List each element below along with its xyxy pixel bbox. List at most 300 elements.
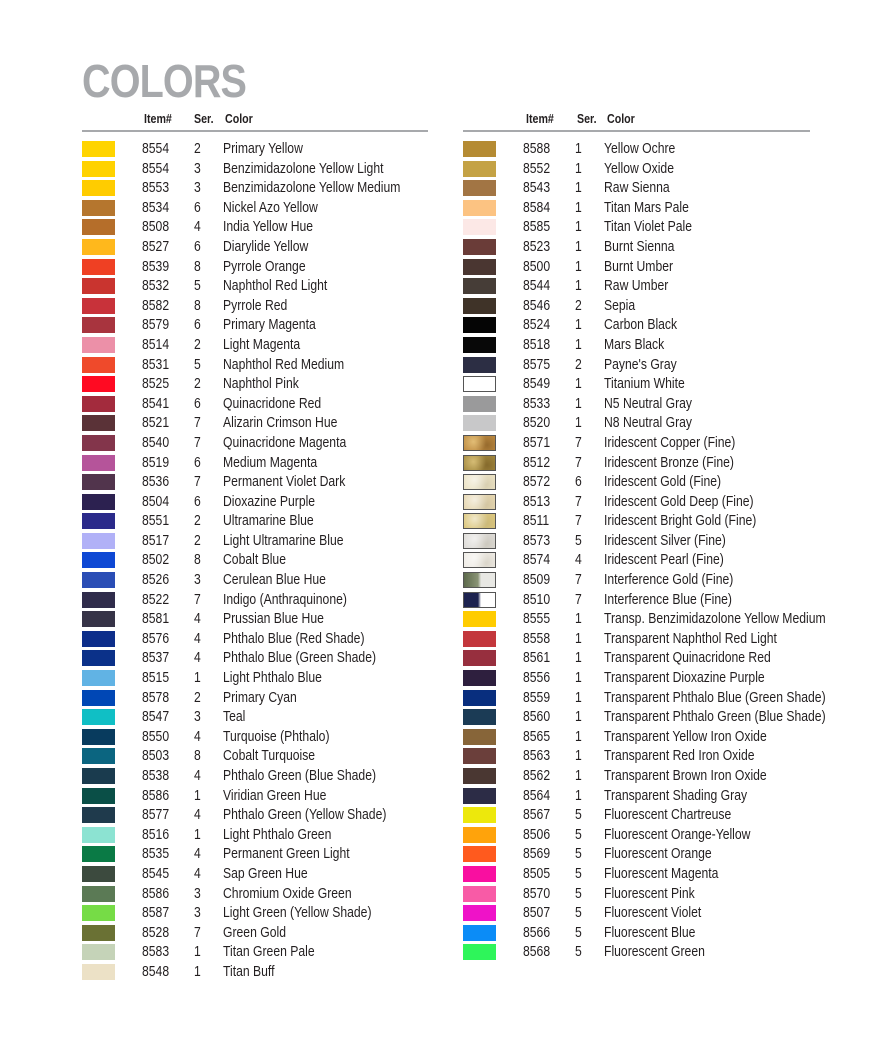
color-swatch xyxy=(82,827,115,843)
item-number: 8502 xyxy=(142,552,170,569)
item-number: 8548 xyxy=(142,963,170,980)
item-number: 8532 xyxy=(142,278,170,295)
color-name: Dioxazine Purple xyxy=(223,493,316,510)
color-name: Alizarin Crimson Hue xyxy=(223,415,338,432)
item-number: 8560 xyxy=(523,709,551,726)
color-swatch xyxy=(463,435,496,451)
item-number: 8541 xyxy=(142,395,170,412)
series-number: 5 xyxy=(194,356,201,373)
series-number: 2 xyxy=(575,356,582,373)
series-number: 7 xyxy=(575,454,582,471)
color-swatch xyxy=(82,866,115,882)
series-number: 7 xyxy=(194,591,201,608)
color-swatch xyxy=(463,533,496,549)
series-number: 5 xyxy=(575,905,582,922)
color-swatch xyxy=(82,905,115,921)
color-name: Light Ultramarine Blue xyxy=(223,532,344,549)
item-number: 8519 xyxy=(142,454,170,471)
series-number: 4 xyxy=(575,552,582,569)
color-swatch xyxy=(463,611,496,627)
item-number: 8564 xyxy=(523,787,551,804)
item-number: 8586 xyxy=(142,885,170,902)
color-name: Light Phthalo Blue xyxy=(223,670,322,687)
color-swatch xyxy=(82,611,115,627)
item-number: 8565 xyxy=(523,728,551,745)
series-number: 5 xyxy=(575,846,582,863)
item-number: 8543 xyxy=(523,180,551,197)
series-number: 1 xyxy=(575,415,582,432)
header-ser: Ser. xyxy=(194,111,214,126)
item-number: 8585 xyxy=(523,219,551,236)
series-number: 1 xyxy=(194,670,201,687)
series-number: 3 xyxy=(194,180,201,197)
color-name: Transparent Quinacridone Red xyxy=(604,650,771,667)
color-name: Medium Magenta xyxy=(223,454,318,471)
item-number: 8561 xyxy=(523,650,551,667)
color-swatch xyxy=(463,925,496,941)
series-number: 1 xyxy=(575,278,582,295)
color-name: Interference Gold (Fine) xyxy=(604,572,734,589)
color-name: Iridescent Gold (Fine) xyxy=(604,474,722,491)
color-name: Pyrrole Orange xyxy=(223,258,306,275)
color-swatch xyxy=(463,846,496,862)
series-number: 4 xyxy=(194,611,201,628)
color-swatch xyxy=(82,572,115,588)
color-swatch xyxy=(463,690,496,706)
color-swatch xyxy=(82,709,115,725)
item-number: 8549 xyxy=(523,376,551,393)
color-name: Transparent Shading Gray xyxy=(604,787,748,804)
series-number: 1 xyxy=(575,395,582,412)
color-name: Iridescent Silver (Fine) xyxy=(604,532,726,549)
color-name: Primary Cyan xyxy=(223,689,297,706)
series-number: 5 xyxy=(575,865,582,882)
series-number: 8 xyxy=(194,297,201,314)
item-number: 8563 xyxy=(523,748,551,765)
color-swatch xyxy=(463,455,496,471)
color-name: Viridian Green Hue xyxy=(223,787,327,804)
series-number: 1 xyxy=(575,238,582,255)
color-name: Iridescent Copper (Fine) xyxy=(604,434,736,451)
series-number: 1 xyxy=(575,728,582,745)
color-swatch xyxy=(463,415,496,431)
series-number: 5 xyxy=(575,924,582,941)
item-number: 8562 xyxy=(523,768,551,784)
series-number: 3 xyxy=(194,709,201,726)
table-header xyxy=(463,110,810,132)
color-name: Naphthol Red Medium xyxy=(223,356,345,373)
item-number: 8573 xyxy=(523,532,551,549)
series-number: 1 xyxy=(575,180,582,197)
item-number: 8510 xyxy=(523,591,551,608)
series-number: 1 xyxy=(194,787,201,804)
series-number: 1 xyxy=(194,944,201,961)
color-name: Diarylide Yellow xyxy=(223,238,309,255)
color-swatch xyxy=(463,317,496,333)
item-number: 8528 xyxy=(142,924,170,941)
color-name: Transparent Phthalo Green (Blue Shade) xyxy=(604,709,826,726)
series-number: 1 xyxy=(575,709,582,726)
series-number: 1 xyxy=(575,336,582,353)
color-swatch xyxy=(82,259,115,275)
color-name: Phthalo Green (Blue Shade) xyxy=(223,768,377,784)
series-number: 5 xyxy=(575,944,582,961)
color-name: Iridescent Pearl (Fine) xyxy=(604,552,724,569)
color-swatch xyxy=(463,768,496,784)
item-number: 8582 xyxy=(142,297,170,314)
color-name: Permanent Violet Dark xyxy=(223,474,346,491)
color-name: Fluorescent Violet xyxy=(604,905,702,922)
color-name: Iridescent Bright Gold (Fine) xyxy=(604,513,757,530)
color-name: Burnt Umber xyxy=(604,258,674,275)
series-number: 4 xyxy=(194,846,201,863)
series-number: 5 xyxy=(575,532,582,549)
color-name: Interference Blue (Fine) xyxy=(604,591,732,608)
color-name: Cobalt Blue xyxy=(223,552,286,569)
series-number: 1 xyxy=(575,689,582,706)
item-number: 8558 xyxy=(523,630,551,647)
color-table-left xyxy=(82,110,418,980)
item-number: 8555 xyxy=(523,611,551,628)
color-name: Phthalo Blue (Red Shade) xyxy=(223,630,365,647)
series-number: 8 xyxy=(194,552,201,569)
series-number: 6 xyxy=(194,454,201,471)
color-name: Quinacridone Magenta xyxy=(223,434,347,451)
color-name: Titan Green Pale xyxy=(223,944,315,961)
color-name: Payne's Gray xyxy=(604,356,677,373)
color-swatch xyxy=(82,788,115,804)
color-swatch xyxy=(463,161,496,177)
item-number: 8581 xyxy=(142,611,170,628)
series-number: 1 xyxy=(575,376,582,393)
item-number: 8587 xyxy=(142,905,170,922)
color-swatch xyxy=(82,729,115,745)
color-name: Indigo (Anthraquinone) xyxy=(223,591,347,608)
color-name: Fluorescent Green xyxy=(604,944,705,961)
series-number: 7 xyxy=(194,474,201,491)
item-number: 8544 xyxy=(523,278,551,295)
color-swatch xyxy=(463,807,496,823)
series-number: 6 xyxy=(194,493,201,510)
series-number: 7 xyxy=(575,434,582,451)
header-item: Item# xyxy=(144,111,172,126)
color-name: Iridescent Gold Deep (Fine) xyxy=(604,493,754,510)
item-number: 8579 xyxy=(142,317,170,334)
series-number: 6 xyxy=(194,317,201,334)
item-number: 8527 xyxy=(142,238,170,255)
color-swatch xyxy=(463,494,496,510)
color-swatch xyxy=(463,729,496,745)
item-number: 8574 xyxy=(523,552,551,569)
color-name: Titan Buff xyxy=(223,963,275,980)
color-name: Titan Mars Pale xyxy=(604,199,689,216)
color-name: Iridescent Bronze (Fine) xyxy=(604,454,734,471)
item-number: 8517 xyxy=(142,532,170,549)
color-swatch xyxy=(463,298,496,314)
series-number: 1 xyxy=(575,768,582,784)
item-number: 8526 xyxy=(142,572,170,589)
color-swatch xyxy=(82,886,115,902)
item-number: 8521 xyxy=(142,415,170,432)
color-name: Green Gold xyxy=(223,924,286,941)
series-number: 2 xyxy=(575,297,582,314)
series-number: 3 xyxy=(194,905,201,922)
series-number: 4 xyxy=(194,728,201,745)
item-number: 8535 xyxy=(142,846,170,863)
header-color: Color xyxy=(225,111,253,126)
series-number: 1 xyxy=(575,630,582,647)
color-swatch xyxy=(82,376,115,392)
color-swatch xyxy=(463,219,496,235)
color-swatch xyxy=(82,650,115,666)
series-number: 4 xyxy=(194,219,201,236)
item-number: 8504 xyxy=(142,493,170,510)
item-number: 8578 xyxy=(142,689,170,706)
color-name: Transparent Yellow Iron Oxide xyxy=(604,728,767,745)
color-name: Transp. Benzimidazolone Yellow Medium xyxy=(604,611,826,628)
series-number: 2 xyxy=(194,689,201,706)
item-number: 8505 xyxy=(523,865,551,882)
series-number: 5 xyxy=(575,807,582,824)
item-number: 8540 xyxy=(142,434,170,451)
item-number: 8515 xyxy=(142,670,170,687)
series-number: 1 xyxy=(194,963,201,980)
color-swatch xyxy=(463,748,496,764)
series-number: 2 xyxy=(194,513,201,530)
item-number: 8576 xyxy=(142,630,170,647)
color-swatch xyxy=(463,239,496,255)
color-swatch xyxy=(82,846,115,862)
color-swatch xyxy=(82,964,115,980)
color-name: Fluorescent Orange-Yellow xyxy=(604,826,751,843)
color-swatch xyxy=(82,592,115,608)
item-number: 8534 xyxy=(142,199,170,216)
item-number: 8571 xyxy=(523,434,551,451)
color-swatch xyxy=(82,670,115,686)
series-number: 2 xyxy=(194,532,201,549)
color-name: Burnt Sienna xyxy=(604,238,675,255)
color-name: Mars Black xyxy=(604,336,665,353)
color-swatch xyxy=(82,631,115,647)
item-number: 8551 xyxy=(142,513,170,530)
color-name: India Yellow Hue xyxy=(223,219,314,236)
series-number: 8 xyxy=(194,258,201,275)
color-name: Fluorescent Magenta xyxy=(604,865,719,882)
color-swatch xyxy=(82,768,115,784)
series-number: 7 xyxy=(194,434,201,451)
series-number: 1 xyxy=(575,787,582,804)
page-title: COLORS xyxy=(82,55,247,107)
series-number: 7 xyxy=(575,513,582,530)
item-number: 8552 xyxy=(523,160,551,177)
color-swatch xyxy=(82,748,115,764)
item-number: 8588 xyxy=(523,141,551,157)
color-name: Quinacridone Red xyxy=(223,395,322,412)
series-number: 7 xyxy=(575,493,582,510)
color-swatch xyxy=(82,455,115,471)
item-number: 8511 xyxy=(523,513,550,530)
series-number: 7 xyxy=(575,591,582,608)
color-name: Nickel Azo Yellow xyxy=(223,199,318,216)
color-name: Transparent Red Iron Oxide xyxy=(604,748,755,765)
series-number: 6 xyxy=(194,199,201,216)
color-name: Pyrrole Red xyxy=(223,297,288,314)
item-number: 8536 xyxy=(142,474,170,491)
header-ser: Ser. xyxy=(577,111,597,126)
color-name: Fluorescent Chartreuse xyxy=(604,807,732,824)
series-number: 4 xyxy=(194,630,201,647)
item-number: 8569 xyxy=(523,846,551,863)
color-name: Benzimidazolone Yellow Light xyxy=(223,160,384,177)
color-swatch xyxy=(463,141,496,157)
color-name: Benzimidazolone Yellow Medium xyxy=(223,180,401,197)
item-number: 8538 xyxy=(142,768,170,784)
series-number: 1 xyxy=(575,141,582,157)
color-swatch xyxy=(82,298,115,314)
color-name: Sap Green Hue xyxy=(223,865,308,882)
color-name: Primary Magenta xyxy=(223,317,316,334)
color-swatch xyxy=(82,435,115,451)
item-number: 8506 xyxy=(523,826,551,843)
color-swatch xyxy=(463,650,496,666)
item-number: 8566 xyxy=(523,924,551,941)
series-number: 4 xyxy=(194,807,201,824)
series-number: 1 xyxy=(575,317,582,334)
series-number: 7 xyxy=(575,572,582,589)
color-swatch xyxy=(82,278,115,294)
series-number: 3 xyxy=(194,572,201,589)
item-number: 8525 xyxy=(142,376,170,393)
color-name: Permanent Green Light xyxy=(223,846,350,863)
item-number: 8546 xyxy=(523,297,551,314)
series-number: 3 xyxy=(194,160,201,177)
header-item: Item# xyxy=(526,111,554,126)
item-number: 8553 xyxy=(142,180,170,197)
color-swatch xyxy=(463,552,496,568)
item-number: 8522 xyxy=(142,591,170,608)
series-number: 1 xyxy=(575,650,582,667)
item-number: 8537 xyxy=(142,650,170,667)
item-number: 8572 xyxy=(523,474,551,491)
item-number: 8514 xyxy=(142,336,170,353)
color-swatch xyxy=(82,219,115,235)
header-color: Color xyxy=(607,111,635,126)
color-name: N5 Neutral Gray xyxy=(604,395,693,412)
item-number: 8512 xyxy=(523,454,551,471)
series-number: 7 xyxy=(194,415,201,432)
color-name: Phthalo Blue (Green Shade) xyxy=(223,650,377,667)
color-swatch xyxy=(463,944,496,960)
color-name: Titanium White xyxy=(604,376,685,393)
series-number: 3 xyxy=(194,885,201,902)
color-swatch xyxy=(463,886,496,902)
color-name: Ultramarine Blue xyxy=(223,513,314,530)
series-number: 6 xyxy=(575,474,582,491)
series-number: 8 xyxy=(194,748,201,765)
color-swatch xyxy=(82,396,115,412)
series-number: 1 xyxy=(575,611,582,628)
color-name: Fluorescent Pink xyxy=(604,885,695,902)
item-number: 8550 xyxy=(142,728,170,745)
series-number: 6 xyxy=(194,238,201,255)
color-name: Chromium Oxide Green xyxy=(223,885,352,902)
item-number: 8586 xyxy=(142,787,170,804)
item-number: 8556 xyxy=(523,670,551,687)
color-swatch xyxy=(82,337,115,353)
color-name: Transparent Dioxazine Purple xyxy=(604,670,765,687)
item-number: 8568 xyxy=(523,944,551,961)
color-swatch xyxy=(82,807,115,823)
color-swatch xyxy=(82,474,115,490)
color-swatch xyxy=(82,357,115,373)
color-name: Raw Sienna xyxy=(604,180,670,197)
item-number: 8584 xyxy=(523,199,551,216)
color-swatch xyxy=(463,631,496,647)
color-name: Light Phthalo Green xyxy=(223,826,332,843)
color-swatch xyxy=(463,513,496,529)
item-number: 8533 xyxy=(523,395,551,412)
item-number: 8518 xyxy=(523,336,551,353)
series-number: 2 xyxy=(194,376,201,393)
color-swatch xyxy=(82,494,115,510)
color-name: Teal xyxy=(223,709,246,726)
item-number: 8523 xyxy=(523,238,551,255)
color-name: Raw Umber xyxy=(604,278,669,295)
color-swatch xyxy=(463,200,496,216)
item-number: 8531 xyxy=(142,356,170,373)
color-swatch xyxy=(463,670,496,686)
color-name: Cobalt Turquoise xyxy=(223,748,316,765)
item-number: 8500 xyxy=(523,258,551,275)
item-number: 8513 xyxy=(523,493,551,510)
color-swatch xyxy=(82,161,115,177)
color-swatch xyxy=(82,141,115,157)
color-name: Yellow Oxide xyxy=(604,160,674,177)
color-swatch xyxy=(82,239,115,255)
item-number: 8509 xyxy=(523,572,551,589)
color-swatch xyxy=(82,317,115,333)
color-swatch xyxy=(82,200,115,216)
item-number: 8567 xyxy=(523,807,551,824)
series-number: 2 xyxy=(194,141,201,157)
color-name: Transparent Brown Iron Oxide xyxy=(604,768,767,784)
color-name: Turquoise (Phthalo) xyxy=(223,728,330,745)
color-name: N8 Neutral Gray xyxy=(604,415,693,432)
color-name: Light Green (Yellow Shade) xyxy=(223,905,372,922)
item-number: 8539 xyxy=(142,258,170,275)
series-number: 1 xyxy=(575,199,582,216)
series-number: 4 xyxy=(194,768,201,784)
color-swatch xyxy=(82,925,115,941)
item-number: 8516 xyxy=(142,826,170,843)
color-swatch xyxy=(463,278,496,294)
series-number: 1 xyxy=(194,826,201,843)
color-swatch xyxy=(463,709,496,725)
color-swatch xyxy=(463,357,496,373)
series-number: 2 xyxy=(194,336,201,353)
color-name: Light Magenta xyxy=(223,336,301,353)
color-name: Yellow Ochre xyxy=(604,141,676,157)
color-name: Transparent Naphthol Red Light xyxy=(604,630,777,647)
color-swatch xyxy=(463,474,496,490)
series-number: 5 xyxy=(575,826,582,843)
series-number: 6 xyxy=(194,395,201,412)
item-number: 8503 xyxy=(142,748,170,765)
color-name: Primary Yellow xyxy=(223,141,303,157)
color-name: Transparent Phthalo Blue (Green Shade) xyxy=(604,689,826,706)
item-number: 8547 xyxy=(142,709,170,726)
color-swatch xyxy=(82,690,115,706)
